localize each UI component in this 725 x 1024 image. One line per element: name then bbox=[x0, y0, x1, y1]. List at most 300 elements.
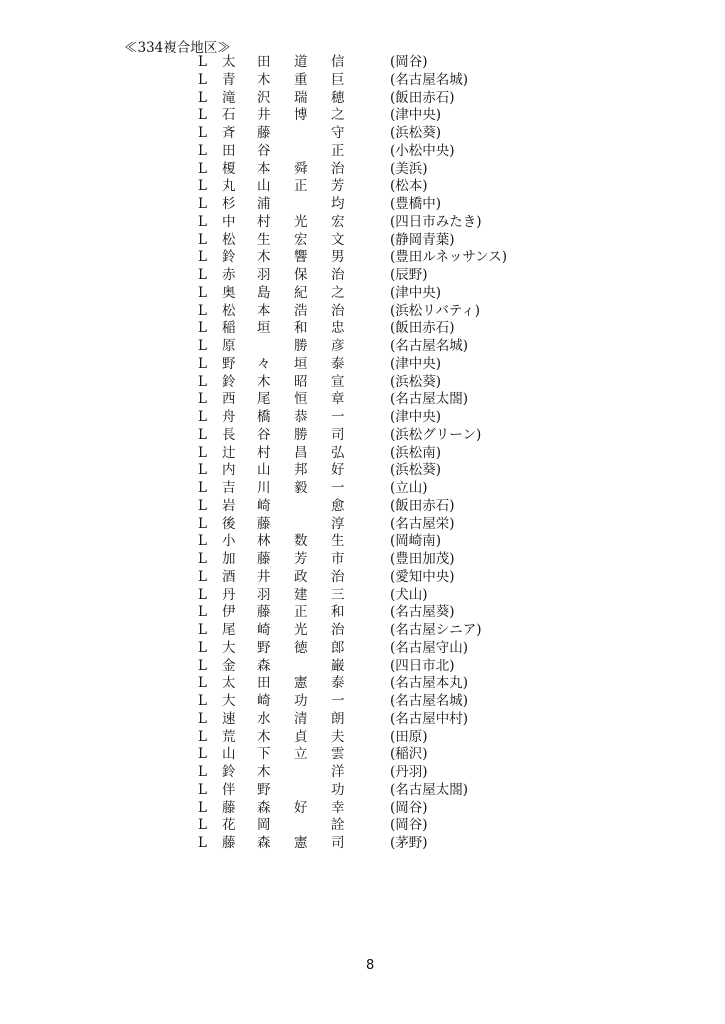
name-char-2: 本 bbox=[257, 302, 271, 319]
name-char-4: 信 bbox=[331, 54, 345, 70]
name-char-1: 田 bbox=[222, 142, 236, 159]
name-char-3: 重 bbox=[294, 71, 308, 88]
name-char-1: 伴 bbox=[222, 781, 236, 798]
name-char-4: 治 bbox=[331, 267, 345, 283]
name-char-3: 数 bbox=[294, 533, 308, 550]
name-char-3: 恭 bbox=[294, 409, 308, 425]
prefix-mark: L bbox=[198, 178, 207, 195]
name-char-4: 之 bbox=[331, 284, 345, 301]
prefix-mark: L bbox=[198, 622, 207, 638]
prefix-mark: L bbox=[198, 89, 207, 106]
prefix-mark: L bbox=[198, 125, 207, 141]
name-char-2: 生 bbox=[257, 231, 271, 248]
name-char-4: 宏 bbox=[331, 213, 345, 230]
name-char-4: 雲 bbox=[331, 746, 345, 763]
name-char-1: 松 bbox=[222, 231, 236, 248]
name-char-3: 昌 bbox=[294, 444, 308, 461]
club-affiliation: (稲沢) bbox=[390, 746, 428, 763]
name-char-2: 谷 bbox=[257, 142, 271, 159]
list-item bbox=[198, 533, 538, 551]
list-item bbox=[198, 445, 538, 463]
name-char-4: 市 bbox=[331, 551, 345, 567]
club-affiliation: (四日市みたき) bbox=[390, 213, 482, 230]
club-affiliation: (名古屋名城) bbox=[390, 693, 469, 709]
list-item bbox=[198, 90, 538, 108]
name-char-1: 内 bbox=[222, 462, 236, 479]
name-char-1: 藤 bbox=[222, 835, 236, 851]
name-char-4: 彦 bbox=[331, 338, 345, 354]
name-char-4: 之 bbox=[331, 107, 345, 124]
club-affiliation: (浜松グリーン) bbox=[390, 426, 482, 443]
prefix-mark: L bbox=[198, 675, 207, 692]
name-char-1: 長 bbox=[222, 426, 236, 443]
prefix-mark: L bbox=[198, 799, 207, 816]
list-item bbox=[198, 338, 538, 356]
name-char-3: 宏 bbox=[294, 231, 308, 248]
name-char-1: 西 bbox=[222, 391, 236, 408]
name-char-4: 巌 bbox=[331, 657, 345, 674]
name-char-2: 本 bbox=[257, 160, 271, 177]
name-char-4: 忠 bbox=[331, 320, 345, 337]
club-affiliation: (犬山) bbox=[390, 586, 428, 603]
name-char-4: 愈 bbox=[331, 497, 345, 514]
name-char-4: 男 bbox=[331, 249, 345, 266]
name-char-3: 正 bbox=[294, 604, 308, 621]
prefix-mark: L bbox=[198, 373, 207, 390]
club-affiliation: (松本) bbox=[390, 178, 428, 195]
name-char-4: 好 bbox=[331, 462, 345, 479]
name-char-1: 伊 bbox=[222, 604, 236, 621]
prefix-mark: L bbox=[198, 835, 207, 851]
list-item bbox=[198, 835, 538, 853]
club-affiliation: (名古屋シニア) bbox=[390, 622, 482, 638]
name-char-1: 尾 bbox=[222, 622, 236, 638]
name-char-2: 橋 bbox=[257, 409, 271, 425]
list-item bbox=[198, 604, 538, 622]
list-item bbox=[198, 391, 538, 409]
club-affiliation: (岡谷) bbox=[390, 799, 428, 816]
prefix-mark: L bbox=[198, 657, 207, 674]
list-item bbox=[198, 640, 538, 658]
name-char-4: 正 bbox=[331, 142, 345, 159]
prefix-mark: L bbox=[198, 409, 207, 425]
club-affiliation: (小松中央) bbox=[390, 142, 455, 159]
name-char-2: 々 bbox=[257, 355, 271, 372]
club-affiliation: (美浜) bbox=[390, 160, 428, 177]
club-affiliation: (名古屋本丸) bbox=[390, 675, 469, 692]
club-affiliation: (名古屋守山) bbox=[390, 639, 469, 656]
name-char-1: 稲 bbox=[222, 320, 236, 337]
list-item bbox=[198, 232, 538, 250]
name-char-4: 治 bbox=[331, 302, 345, 319]
name-char-2: 羽 bbox=[257, 267, 271, 283]
prefix-mark: L bbox=[198, 586, 207, 603]
name-char-2: 木 bbox=[257, 373, 271, 390]
name-char-2: 森 bbox=[257, 835, 271, 851]
club-affiliation: (津中央) bbox=[390, 355, 442, 372]
prefix-mark: L bbox=[198, 781, 207, 798]
club-affiliation: (浜松南) bbox=[390, 444, 442, 461]
name-char-1: 丹 bbox=[222, 586, 236, 603]
prefix-mark: L bbox=[198, 444, 207, 461]
prefix-mark: L bbox=[198, 728, 207, 745]
list-item bbox=[198, 711, 538, 729]
prefix-mark: L bbox=[198, 160, 207, 177]
name-char-2: 田 bbox=[257, 675, 271, 692]
name-char-2: 崎 bbox=[257, 622, 271, 638]
prefix-mark: L bbox=[198, 231, 207, 248]
name-char-1: 山 bbox=[222, 746, 236, 763]
list-item bbox=[198, 374, 538, 392]
name-char-3: 勝 bbox=[294, 338, 308, 354]
list-item bbox=[198, 356, 538, 374]
club-affiliation: (浜松リバティ) bbox=[390, 302, 481, 319]
club-affiliation: (豊橋中) bbox=[390, 196, 442, 212]
name-char-2: 藤 bbox=[257, 515, 271, 532]
club-affiliation: (静岡青葉) bbox=[390, 231, 455, 248]
name-char-1: 酒 bbox=[222, 568, 236, 585]
list-item bbox=[198, 72, 538, 90]
list-item bbox=[198, 729, 538, 747]
club-affiliation: (岡谷) bbox=[390, 54, 428, 70]
name-char-4: 洋 bbox=[331, 764, 345, 780]
name-char-2: 浦 bbox=[257, 196, 271, 212]
name-char-2: 木 bbox=[257, 764, 271, 780]
name-char-4: 一 bbox=[331, 693, 345, 709]
name-char-4: 和 bbox=[331, 604, 345, 621]
name-char-1: 榎 bbox=[222, 160, 236, 177]
club-affiliation: (名古屋中村) bbox=[390, 710, 469, 727]
name-char-2: 木 bbox=[257, 71, 271, 88]
prefix-mark: L bbox=[198, 71, 207, 88]
name-char-3: 功 bbox=[294, 693, 308, 709]
name-char-4: 文 bbox=[331, 231, 345, 248]
name-char-2: 水 bbox=[257, 710, 271, 727]
name-char-1: 岩 bbox=[222, 497, 236, 514]
name-char-2: 林 bbox=[257, 533, 271, 550]
prefix-mark: L bbox=[198, 213, 207, 230]
name-char-3: 憲 bbox=[294, 675, 308, 692]
name-char-2: 田 bbox=[257, 54, 271, 70]
name-char-3: 垣 bbox=[294, 355, 308, 372]
club-affiliation: (愛知中央) bbox=[390, 568, 455, 585]
name-char-1: 金 bbox=[222, 657, 236, 674]
club-affiliation: (豊田ルネッサンス) bbox=[390, 249, 508, 266]
name-char-2: 藤 bbox=[257, 125, 271, 141]
name-char-4: 芳 bbox=[331, 178, 345, 195]
name-char-1: 大 bbox=[222, 639, 236, 656]
name-char-3: 建 bbox=[294, 586, 308, 603]
prefix-mark: L bbox=[198, 320, 207, 337]
name-char-1: 鈴 bbox=[222, 764, 236, 780]
list-item bbox=[198, 516, 538, 534]
name-char-4: 三 bbox=[331, 586, 345, 603]
name-char-3: 政 bbox=[294, 568, 308, 585]
prefix-mark: L bbox=[198, 604, 207, 621]
name-char-2: 崎 bbox=[257, 497, 271, 514]
club-affiliation: (津中央) bbox=[390, 107, 442, 124]
prefix-mark: L bbox=[198, 462, 207, 479]
list-item bbox=[198, 746, 538, 764]
name-char-4: 均 bbox=[331, 196, 345, 212]
list-item bbox=[198, 107, 538, 125]
name-char-4: 治 bbox=[331, 622, 345, 638]
club-affiliation: (辰野) bbox=[390, 267, 428, 283]
name-char-3: 勝 bbox=[294, 426, 308, 443]
name-char-1: 大 bbox=[222, 693, 236, 709]
name-char-3: 保 bbox=[294, 267, 308, 283]
club-affiliation: (岡崎南) bbox=[390, 533, 442, 550]
name-char-2: 藤 bbox=[257, 551, 271, 567]
name-char-1: 太 bbox=[222, 675, 236, 692]
name-char-2: 崎 bbox=[257, 693, 271, 709]
list-item bbox=[198, 622, 538, 640]
name-char-2: 川 bbox=[257, 480, 271, 496]
name-char-2: 谷 bbox=[257, 426, 271, 443]
list-item bbox=[198, 800, 538, 818]
name-char-1: 藤 bbox=[222, 799, 236, 816]
prefix-mark: L bbox=[198, 267, 207, 283]
list-item bbox=[198, 267, 538, 285]
name-char-4: 宣 bbox=[331, 373, 345, 390]
name-char-4: 守 bbox=[331, 125, 345, 141]
name-char-2: 井 bbox=[257, 568, 271, 585]
name-char-3: 昭 bbox=[294, 373, 308, 390]
name-char-1: 青 bbox=[222, 71, 236, 88]
name-char-1: 鈴 bbox=[222, 249, 236, 266]
prefix-mark: L bbox=[198, 515, 207, 532]
name-char-3: 光 bbox=[294, 622, 308, 638]
prefix-mark: L bbox=[198, 107, 207, 124]
club-affiliation: (津中央) bbox=[390, 284, 442, 301]
name-char-2: 沢 bbox=[257, 89, 271, 106]
name-char-3: 立 bbox=[294, 746, 308, 763]
name-char-3: 博 bbox=[294, 107, 308, 124]
name-char-1: 石 bbox=[222, 107, 236, 124]
list-item bbox=[198, 409, 538, 427]
name-char-3: 道 bbox=[294, 54, 308, 70]
prefix-mark: L bbox=[198, 391, 207, 408]
club-affiliation: (浜松葵) bbox=[390, 373, 442, 390]
name-char-2: 村 bbox=[257, 444, 271, 461]
name-char-4: 司 bbox=[331, 426, 345, 443]
name-char-3: 響 bbox=[294, 249, 308, 266]
name-char-2: 岡 bbox=[257, 817, 271, 834]
name-char-1: 松 bbox=[222, 302, 236, 319]
club-affiliation: (名古屋名城) bbox=[390, 338, 469, 354]
list-item bbox=[198, 764, 538, 782]
list-item bbox=[198, 214, 538, 232]
name-char-4: 夫 bbox=[331, 728, 345, 745]
name-char-1: 加 bbox=[222, 551, 236, 567]
name-char-1: 赤 bbox=[222, 267, 236, 283]
page-title: ≪334複合地区≫ bbox=[124, 40, 231, 56]
name-char-2: 垣 bbox=[257, 320, 271, 337]
club-affiliation: (丹羽) bbox=[390, 764, 428, 780]
name-char-1: 辻 bbox=[222, 444, 236, 461]
club-affiliation: (飯田赤石) bbox=[390, 497, 455, 514]
name-char-1: 野 bbox=[222, 355, 236, 372]
list-item bbox=[198, 125, 538, 143]
name-char-3: 恒 bbox=[294, 391, 308, 408]
name-char-1: 滝 bbox=[222, 89, 236, 106]
name-char-4: 功 bbox=[331, 781, 345, 798]
prefix-mark: L bbox=[198, 284, 207, 301]
prefix-mark: L bbox=[198, 196, 207, 212]
list-item bbox=[198, 498, 538, 516]
name-char-4: 泰 bbox=[331, 355, 345, 372]
name-char-3: 徳 bbox=[294, 639, 308, 656]
club-affiliation: (名古屋栄) bbox=[390, 515, 455, 532]
club-affiliation: (豊田加茂) bbox=[390, 551, 455, 567]
prefix-mark: L bbox=[198, 355, 207, 372]
club-affiliation: (浜松葵) bbox=[390, 462, 442, 479]
name-char-4: 穂 bbox=[331, 89, 345, 106]
name-char-4: 一 bbox=[331, 480, 345, 496]
name-char-1: 舟 bbox=[222, 409, 236, 425]
name-char-3: 好 bbox=[294, 799, 308, 816]
name-char-2: 下 bbox=[257, 746, 271, 763]
name-char-2: 木 bbox=[257, 249, 271, 266]
name-char-1: 速 bbox=[222, 710, 236, 727]
name-char-4: 弘 bbox=[331, 444, 345, 461]
prefix-mark: L bbox=[198, 497, 207, 514]
name-char-3: 浩 bbox=[294, 302, 308, 319]
list-item bbox=[198, 480, 538, 498]
club-affiliation: (田原) bbox=[390, 728, 428, 745]
list-item bbox=[198, 817, 538, 835]
club-affiliation: (茅野) bbox=[390, 835, 428, 851]
prefix-mark: L bbox=[198, 142, 207, 159]
list-item bbox=[198, 54, 538, 72]
prefix-mark: L bbox=[198, 533, 207, 550]
list-item bbox=[198, 675, 538, 693]
club-affiliation: (飯田赤石) bbox=[390, 320, 455, 337]
name-char-4: 淳 bbox=[331, 515, 345, 532]
club-affiliation: (浜松葵) bbox=[390, 125, 442, 141]
name-char-2: 森 bbox=[257, 657, 271, 674]
name-char-4: 詮 bbox=[331, 817, 345, 834]
name-char-1: 後 bbox=[222, 515, 236, 532]
list-item bbox=[198, 782, 538, 800]
club-affiliation: (名古屋名城) bbox=[390, 71, 469, 88]
list-item bbox=[198, 658, 538, 676]
club-affiliation: (四日市北) bbox=[390, 657, 455, 674]
name-char-1: 荒 bbox=[222, 728, 236, 745]
prefix-mark: L bbox=[198, 693, 207, 709]
name-char-1: 丸 bbox=[222, 178, 236, 195]
list-item bbox=[198, 161, 538, 179]
club-affiliation: (津中央) bbox=[390, 409, 442, 425]
list-item bbox=[198, 249, 538, 267]
prefix-mark: L bbox=[198, 249, 207, 266]
name-char-2: 野 bbox=[257, 781, 271, 798]
name-char-4: 治 bbox=[331, 568, 345, 585]
name-char-4: 章 bbox=[331, 391, 345, 408]
name-char-2: 羽 bbox=[257, 586, 271, 603]
name-char-2: 島 bbox=[257, 284, 271, 301]
prefix-mark: L bbox=[198, 338, 207, 354]
name-char-2: 木 bbox=[257, 728, 271, 745]
name-char-2: 井 bbox=[257, 107, 271, 124]
name-char-4: 幸 bbox=[331, 799, 345, 816]
member-list bbox=[198, 54, 538, 853]
prefix-mark: L bbox=[198, 480, 207, 496]
list-item bbox=[198, 569, 538, 587]
name-char-3: 和 bbox=[294, 320, 308, 337]
page-number: 8 bbox=[366, 958, 375, 973]
list-item bbox=[198, 587, 538, 605]
name-char-4: 泰 bbox=[331, 675, 345, 692]
name-char-1: 原 bbox=[222, 338, 236, 354]
list-item bbox=[198, 143, 538, 161]
name-char-2: 村 bbox=[257, 213, 271, 230]
list-item bbox=[198, 320, 538, 338]
list-item bbox=[198, 693, 538, 711]
club-affiliation: (名古屋葵) bbox=[390, 604, 455, 621]
club-affiliation: (名古屋太閤) bbox=[390, 391, 469, 408]
name-char-1: 中 bbox=[222, 213, 236, 230]
prefix-mark: L bbox=[198, 746, 207, 763]
prefix-mark: L bbox=[198, 302, 207, 319]
prefix-mark: L bbox=[198, 817, 207, 834]
name-char-3: 光 bbox=[294, 213, 308, 230]
name-char-3: 邦 bbox=[294, 462, 308, 479]
name-char-1: 花 bbox=[222, 817, 236, 834]
list-item bbox=[198, 303, 538, 321]
prefix-mark: L bbox=[198, 551, 207, 567]
prefix-mark: L bbox=[198, 710, 207, 727]
name-char-1: 奥 bbox=[222, 284, 236, 301]
club-affiliation: (名古屋太閤) bbox=[390, 781, 469, 798]
list-item bbox=[198, 196, 538, 214]
name-char-1: 杉 bbox=[222, 196, 236, 212]
prefix-mark: L bbox=[198, 568, 207, 585]
list-item bbox=[198, 462, 538, 480]
name-char-2: 山 bbox=[257, 178, 271, 195]
name-char-3: 毅 bbox=[294, 480, 308, 496]
name-char-3: 舜 bbox=[294, 160, 308, 177]
name-char-1: 鈴 bbox=[222, 373, 236, 390]
name-char-4: 一 bbox=[331, 409, 345, 425]
name-char-1: 太 bbox=[222, 54, 236, 70]
name-char-4: 生 bbox=[331, 533, 345, 550]
name-char-1: 吉 bbox=[222, 480, 236, 496]
club-affiliation: (飯田赤石) bbox=[390, 89, 455, 106]
club-affiliation: (岡谷) bbox=[390, 817, 428, 834]
name-char-2: 尾 bbox=[257, 391, 271, 408]
name-char-3: 貞 bbox=[294, 728, 308, 745]
prefix-mark: L bbox=[198, 426, 207, 443]
name-char-3: 瑞 bbox=[294, 89, 308, 106]
name-char-1: 小 bbox=[222, 533, 236, 550]
name-char-2: 山 bbox=[257, 462, 271, 479]
prefix-mark: L bbox=[198, 54, 207, 70]
list-item bbox=[198, 178, 538, 196]
prefix-mark: L bbox=[198, 764, 207, 780]
name-char-2: 野 bbox=[257, 639, 271, 656]
prefix-mark: L bbox=[198, 639, 207, 656]
name-char-4: 郎 bbox=[331, 639, 345, 656]
name-char-4: 治 bbox=[331, 160, 345, 177]
list-item bbox=[198, 427, 538, 445]
list-item bbox=[198, 551, 538, 569]
list-item bbox=[198, 285, 538, 303]
name-char-3: 芳 bbox=[294, 551, 308, 567]
name-char-4: 司 bbox=[331, 835, 345, 851]
name-char-3: 憲 bbox=[294, 835, 308, 851]
name-char-2: 藤 bbox=[257, 604, 271, 621]
